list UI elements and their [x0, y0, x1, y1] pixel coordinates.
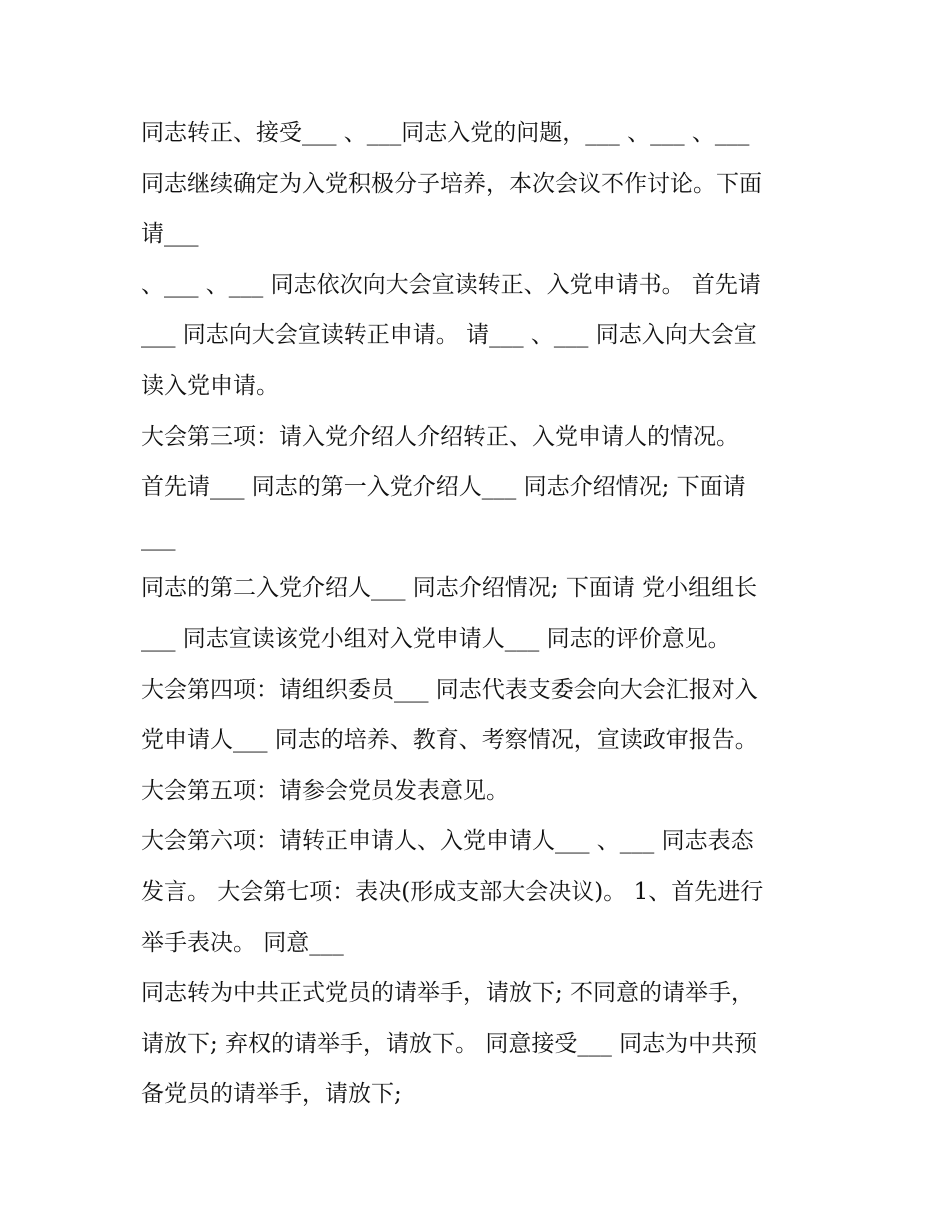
- document-body: [141, 108, 821, 1120]
- text-line: ___ 同志向大会宣读转正申请。 请___ 、___ 同志入向大会宣: [141, 322, 757, 349]
- text-line: 大会第六项：请转正申请人、入党申请人___ 、___ 同志表态: [141, 828, 754, 855]
- text-line: 党申请人___ 同志的培养、教育、考察情况，宣读政审报告。: [141, 727, 758, 754]
- text-line: ___: [141, 524, 176, 551]
- text-line: 发言。 大会第七项：表决(形成支部大会决议)。 1、首先进行: [141, 878, 764, 905]
- text-line: 大会第四项：请组织委员___ 同志代表支委会向大会汇报对入: [141, 676, 758, 703]
- text-line: 、___ 、___ 同志依次向大会宣读转正、入党申请书。 首先请: [141, 271, 761, 298]
- text-line: 读入党申请。: [141, 372, 279, 399]
- text-line: 大会第三项：请入党介绍人介绍转正、入党申请人的情况。: [141, 423, 739, 450]
- text-line: 请放下; 弃权的请举手，请放下。 同意接受___ 同志为中共预: [141, 1030, 758, 1057]
- text-line: 同志转为中共正式党员的请举手，请放下; 不同意的请举手，: [141, 980, 755, 1007]
- text-line: 同志的第二入党介绍人___ 同志介绍情况; 下面请 党小组组长: [141, 575, 758, 602]
- text-line: 同志转正、接受___ 、___同志入党的问题，___ 、___ 、___: [141, 120, 750, 146]
- text-line: 同志继续确定为入党积极分子培养，本次会议不作讨论。下面: [141, 170, 762, 197]
- text-line: 首先请___ 同志的第一入党介绍人___ 同志介绍情况; 下面请: [141, 474, 746, 501]
- text-line: 请___: [141, 221, 199, 248]
- text-line: 举手表决。 同意___: [141, 929, 344, 956]
- text-line: 备党员的请举手，请放下;: [141, 1081, 402, 1108]
- text-line: 大会第五项：请参会党员发表意见。: [141, 777, 509, 804]
- text-line: ___ 同志宣读该党小组对入党申请人___ 同志的评价意见。: [141, 625, 731, 652]
